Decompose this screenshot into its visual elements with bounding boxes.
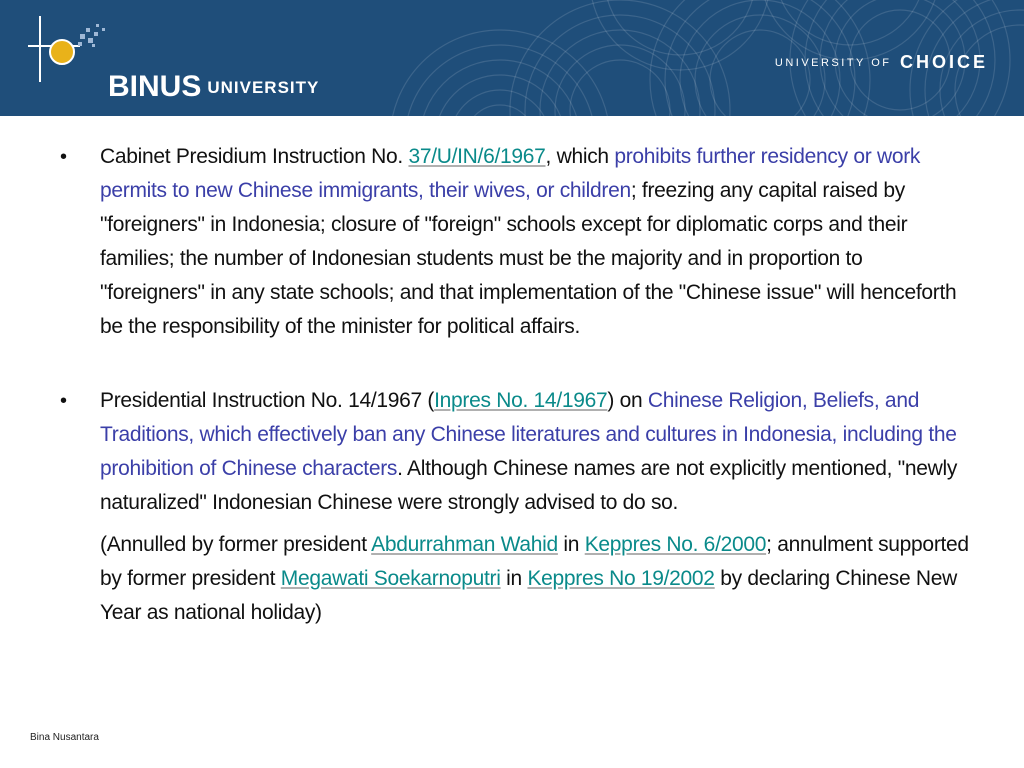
- binus-logo[interactable]: [28, 12, 318, 102]
- slide-header: [0, 0, 1024, 116]
- annulment-paragraph: [60, 528, 970, 630]
- logo-university-text: UNIVERSITY: [207, 78, 320, 97]
- para-text: in: [500, 567, 528, 590]
- para-text: (Annulled by former president: [100, 533, 372, 556]
- slide-body: [60, 140, 970, 630]
- tagline: [775, 52, 988, 73]
- para-text: in: [557, 533, 585, 556]
- bullet-text: . Although Chinese names are not explicitly mentioned, "newly naturalized" Indonesian Chinese were strongly advised to do so.: [100, 457, 958, 514]
- para-text: by declaring Chinese New Year as national holiday): [100, 567, 957, 624]
- link-keppres-19-2002[interactable]: Keppres No 19/2002: [527, 567, 715, 590]
- bullet-dot: •: [60, 146, 67, 168]
- bullet-dot: •: [60, 390, 67, 412]
- link-abdurrahman-wahid[interactable]: Abdurrahman Wahid: [371, 533, 558, 556]
- para-text: ; annulment supported by former president: [100, 533, 969, 590]
- link-37-u-in-6-1967[interactable]: 37/U/IN/6/1967: [408, 145, 546, 168]
- footer-label: Bina Nusantara: [30, 732, 99, 743]
- tagline-choice: CHOICE: [899, 52, 988, 72]
- bullet-text: ; freezing any capital raised by "foreigners" in Indonesia; closure of "foreign" schools except for diplomatic corps and their families; the number of Indonesian students must be the majority and in proportion to "foreigners" in any state schools; and that implementation of the "Chinese issue" will henceforth be the responsibility of the minister for political affairs.: [100, 179, 957, 338]
- bullet-item: [60, 384, 970, 520]
- bullet-text: Presidential Instruction No. 14/1967 (: [100, 389, 435, 412]
- bullet-item: [60, 140, 970, 344]
- highlight-text: prohibits further residency or work permits to new Chinese immigrants, their wives, or children: [100, 145, 921, 202]
- link-megawati-soekarnoputri[interactable]: Megawati Soekarnoputri: [280, 567, 501, 590]
- bullet-text: Cabinet Presidium Instruction No.: [100, 145, 409, 168]
- tagline-prefix: UNIVERSITY OF: [774, 57, 892, 69]
- link-keppres-6-2000[interactable]: Keppres No. 6/2000: [584, 533, 767, 556]
- logo-wordmark: [108, 70, 319, 104]
- highlight-text: Chinese Religion, Beliefs, and Traditions, which effectively ban any Chinese literatures and cultures in Indonesia, including the prohibition of Chinese characters: [100, 389, 957, 480]
- link-inpres-14-1967[interactable]: Inpres No. 14/1967: [434, 389, 608, 412]
- logo-binus-text: BINUS: [108, 70, 202, 103]
- bullet-text: ) on: [607, 389, 648, 412]
- bullet-text: , which: [545, 145, 615, 168]
